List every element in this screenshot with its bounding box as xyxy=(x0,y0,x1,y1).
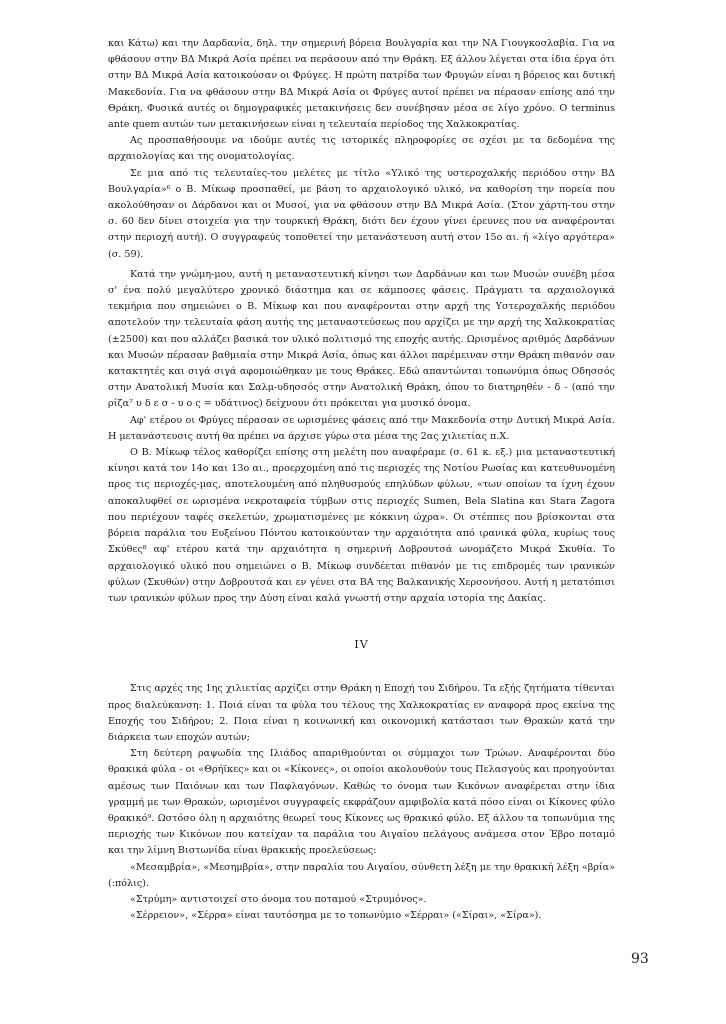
page-number: 93 xyxy=(631,951,649,967)
page-body xyxy=(108,36,615,924)
paragraph: Στη δεύτερη ραψωδία της Ιλιάδος απαριθμούνται οι σύμμαχοι των Τρώων. Αναφέρονται δύο θρακικά φύλα - οι «Θρήϊκες» και οι «Κίκονες», οι οποίοι ακολουθούν τους Πελασγούς και προηγούνται αμέσως των Παιόνων και των Παφλαγόνων. Καθώς το όνομα των Κικόνων αναφέρεται στην ίδια γραμμή με των Θρακών, ωρισμένοι συγγραφείς εκφράζουν αμφιβολία κατά πόσο είναι οι Κίκονες φύλο θρακικό⁹. Ωστόσο όλη η αρχαιότης θεωρεί τους Κίκονες ως θρακικό φύλο. Εξ άλλου τα τοπωνύμια της περιοχής των Κικόνων που κατείχαν τα παράλια του Αιγαίου πελάγους ανάμεσα στον Έβρο ποταμό και την λίμνη Βιστωνίδα είναι θρακικής προελεύσεως: xyxy=(108,748,615,857)
paragraph: «Στρύμη» αντιστοιχεί στο όνομα του ποταμού «Στρυμόνος». xyxy=(130,893,427,905)
section-numeral: IV xyxy=(354,638,369,652)
paragraph: Αφ' ετέρου οι Φρύγες πέρασαν σε ωρισμένες φάσεις από την Μακεδονία στην Δυτική Μικρά Ασία. Η μετανάστευσις αυτή θα πρέπει να άρχισε γύρω στα μέσα της 2ας χιλιετίας π.Χ. xyxy=(108,414,615,442)
paragraph: «Μεσαμβρία», «Μεσημβρία», στην παραλία του Αιγαίου, σύνθετη λέξη με την θρακική λέξη «βρία» (:πόλις). xyxy=(108,861,615,889)
paragraph: Ο Β. Μίκωφ τέλος καθορίζει επίσης στη μελέτη που αναφέραμε (σ. 61 κ. εξ.) μια μεταναστευτική κίνησι κατά τον 14ο και 13ο αι., προερχομένη από τις περιοχές της Νοτίου Ρωσίας και κατευθυνομένη προς τις περιοχές-μας, αποτελουμένη από πληθυσμούς επηλύδων φύλων, «των οποίων τα ίχνη έχουν αποκαλυφθεί σε ωρισμένα νεκροταφεία τύμβων στις περιοχές Sumen, Bela Slatina και Stara Zagora που περιέχουν ταφές σκελετών, χρωματισμένες με κόκκινη ώχρα». Οι στέππες που βρίσκονται στα βόρεια παράλια του Ευξείνου Πόντου κατοικούνταν την αρχαιότητα από ιρανικά φύλα, κυρίως τους Σκύθες⁸ αφ' ετέρου κατά την αρχαιότητα η σημερινή Δοβρουτσά ωνομάζετο Μικρά Σκυθία. Το αρχαιολογικό υλικό που σημειώνει ο Β. Μίκωφ συνδέεται πιθανόν με τις επιδρομές των ιρανικών φύλων (Σκυθών) στην Δοβρουτσά και εν γένει στα ΒΑ της Βαλκανικής Χερσονήσου. Αυτή η μετατόπισι των ιρανικών φύλων προς την Δύση είναι καλά γνωστή στην αρχαία ιστορία της Δακίας. xyxy=(108,447,615,604)
paragraph: Σε μια από τις τελευταίες-του μελέτες με τίτλο «Υλικό της υστεροχαλκής περιόδου στην ΒΔ Βουλγαρία»⁶ ο Β. Μίκωφ προσπαθεί, με βάση το αρχαιολογικό υλικό, να καθορίση την πορεία που ακολούθησαν οι Δάρδανοι και οι Μυσοί, για να φθάσουν στην ΒΔ Μικρά Ασία. (Στον χάρτη-του στην σ. 60 δεν δίνει στοιχεία για την τουρκική Θράκη, διότι δεν έχουν γίνει έρευνες που να αναφέρονται στην περιοχή αυτή). Ο συγγραφεύς τοποθετεί την μετανάστευση αυτή στον 15ο αι. ή «λίγο αργότερα» (σ. 59). xyxy=(108,167,615,260)
paragraph: «Σέρρειον», «Σέρρα» είναι ταυτόσημα με το τοπωνύμιο «Σέρραι» («Σίραι», «Σίρα»). xyxy=(130,910,542,922)
paragraph: Στις αρχές της 1ης χιλιετίας αρχίζει στην Θράκη η Εποχή του Σιδήρου. Τα εξής ζητήματα τίθενται προς διαλεύκανση: 1. Ποιά είναι τα φύλα του τέλους της Χαλκοκρατίας εν αναφορά προς εκείνα της Εποχής του Σιδήρου; 2. Ποια είναι η κοινωνική και οικονομική κατάστασι των Θρακών κατά την διάρκεια των εποχών αυτών; xyxy=(108,683,615,743)
paragraph: και Κάτω) και την Δαρδανία, δηλ. την σημερινή βόρεια Βουλγαρία και την ΝΑ Γιουγκοσλαβία. Για να φθάσουν στην ΒΔ Μικρά Ασία πρέπει να περάσουν από την Θράκη. Εξ άλλου λέγεται στα ίδια έργα ότι στην ΒΔ Μικρά Ασία κατοικούσαν οι Φρύγες. Η πρώτη πατρίδα των Φρυγών είναι η βόρειος και δυτική Μακεδονία. Για να φθάσουν στην ΒΔ Μικρά Ασία οι Φρύγες αυτοί πρέπει να πέρασαν επίσης από την Θράκη. Φυσικά αυτές οι δημογραφικές μετακινήσεις δεν συνέβησαν μέσα σε λίγο χρόνο. Ο terminus ante quem αυτών των μετακινήσεων είναι η τελευταία περίοδος της Χαλκοκρατίας. xyxy=(108,38,615,131)
paragraph: Κατά την γνώμη-μου, αυτή η μεταναστευτική κίνησι των Δαρδάνων και των Μυσών συνέβη μέσα σ' ένα πολύ μεγαλύτερο χρονικό διάστημα και σε κάμποσες φάσεις. Πράγματι τα αρχαιολογικά τεκμήρια που σημειώνει ο Β. Μίκωφ και που αναφέρονται στην αρχή της Υστεροχαλκής περιόδου αποτελούν την τελευταία φάση αυτής της μεταναστεύσεως που αρχίζει με την αρχή της Χαλκοκρατίας (±2500) και που αλλάζει βασικά τον υλικό πολιτισμό της εποχής αυτής. Ωρισμένος αριθμός Δαρδάνων και Μυσών πέρασαν βαθμιαία στην Μικρά Ασία, όπως και άλλοι παρέμειναν στην Θράκη πιθανόν σαν κατακτητές και σιγά σιγά αφομοιώθηκαν με τους Θράκες. Εδώ απαντώνται τοπωνύμια όπως Οδησσός στην Ανατολική Μυσία και Σαλμ-υδησσός στην Ανατολική Θράκη, όπου το διατηρηθέν - δ - (από την ρίζα⁷ υ δ ε σ - υ ο ς = υδάτινος) δείχνουν ότι πρόκειται για μυσικό όνομα. xyxy=(108,268,615,410)
paragraph: Ας προσπαθήσουμε να ιδούμε αυτές τις ιστορικές πληροφορίες σε σχέσι με τα δεδομένα της αρχαιολογίας και της ονοματολογίας. xyxy=(108,135,615,163)
